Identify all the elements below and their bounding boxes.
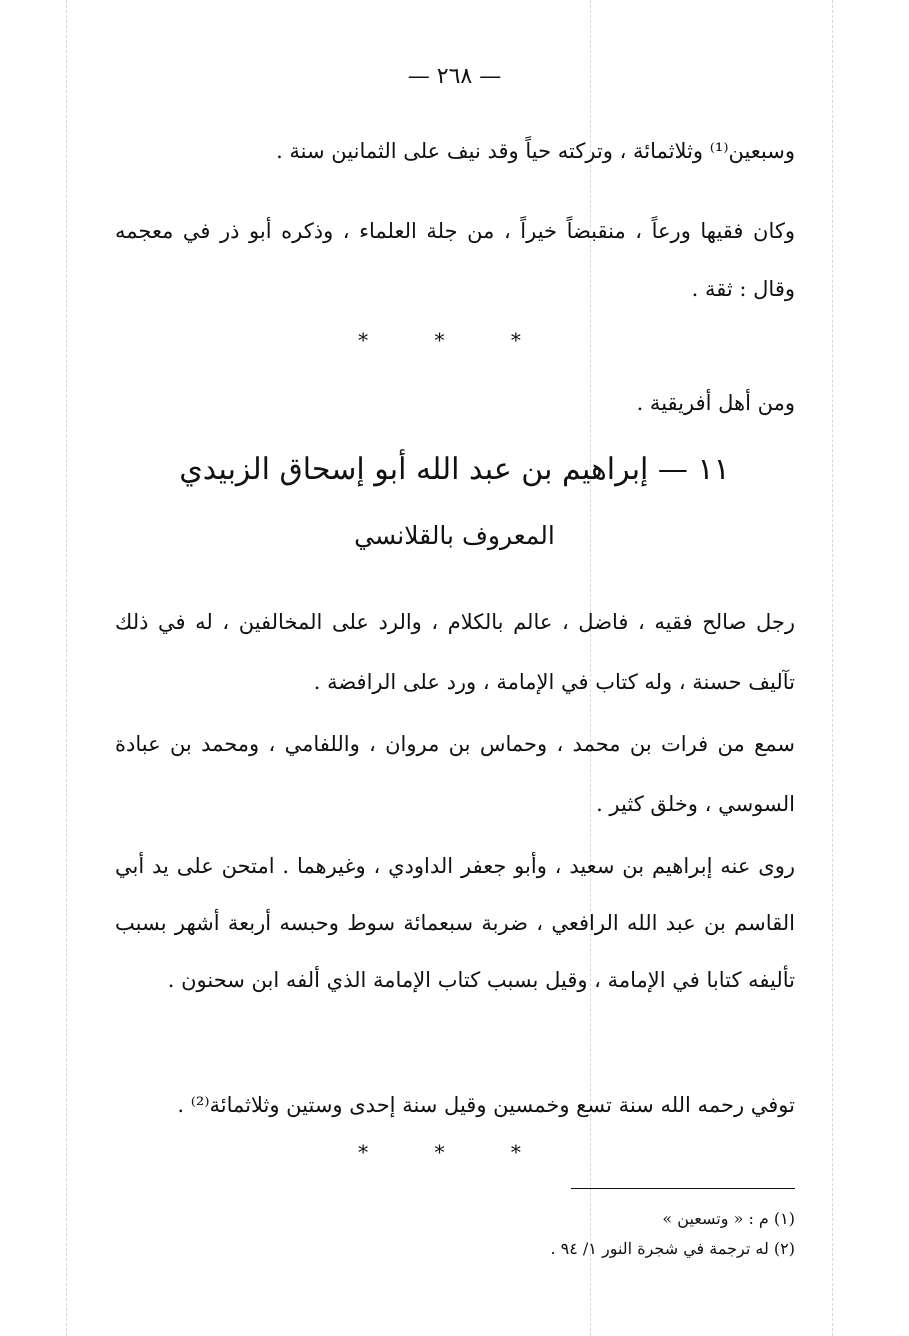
paragraph-continuation: وسبعين⁽¹⁾ وثلاثمائة ، وتركته حياً وقد نيف على الثمانين سنة .	[276, 139, 795, 163]
entry-title: ١١ — إبراهيم بن عبد الله أبو إسحاق الزبيدي	[179, 452, 730, 487]
entry-subtitle: المعروف بالقلانسي	[354, 521, 555, 550]
page-fold-line	[66, 0, 67, 1336]
paragraph-region: ومن أهل أفريقية .	[636, 391, 795, 415]
paragraph-biography: رجل صالح فقيه ، فاضل ، عالم بالكلام ، والرد على المخالفين ، له في ذلك تآليف حسنة ، وله كتاب في الإمامة ، ورد على الرافضة .	[115, 610, 795, 694]
footnote-1: (١) م : « وتسعين »	[662, 1209, 795, 1228]
page-number: — ٢٦٨ —	[407, 64, 502, 89]
section-divider-stars: * * *	[358, 328, 551, 352]
paragraph-death: توفي رحمه الله سنة تسع وخمسين وقيل سنة إحدى وستين وثلاثمائة⁽²⁾ .	[177, 1093, 795, 1117]
page-fold-line	[832, 0, 833, 1336]
paragraph-teachers: سمع من فرات بن محمد ، وحماس بن مروان ، واللفامي ، ومحمد بن عبادة السوسي ، وخلق كثير .	[115, 732, 795, 816]
paragraph-students: روى عنه إبراهيم بن سعيد ، وأبو جعفر الداودي ، وغيرهما . امتحن على يد أبي القاسم بن عبد الله الرافعي ، ضربة سبعمائة سوط وحبسه أربعة أشهر بسبب تأليفه كتابا في الإمامة ، وقيل بسبب كتاب الإمامة الذي ألفه ابن سحنون .	[115, 854, 795, 992]
section-divider-stars: * * *	[358, 1140, 551, 1164]
footnote-2: (٢) له ترجمة في شجرة النور ١/ ٩٤ .	[550, 1239, 795, 1258]
footnote-separator	[571, 1188, 795, 1189]
paragraph-description: وكان فقيها ورعاً ، منقبضاً خيراً ، من جلة العلماء ، وذكره أبو ذر في معجمه وقال : ثقة .	[115, 219, 795, 301]
